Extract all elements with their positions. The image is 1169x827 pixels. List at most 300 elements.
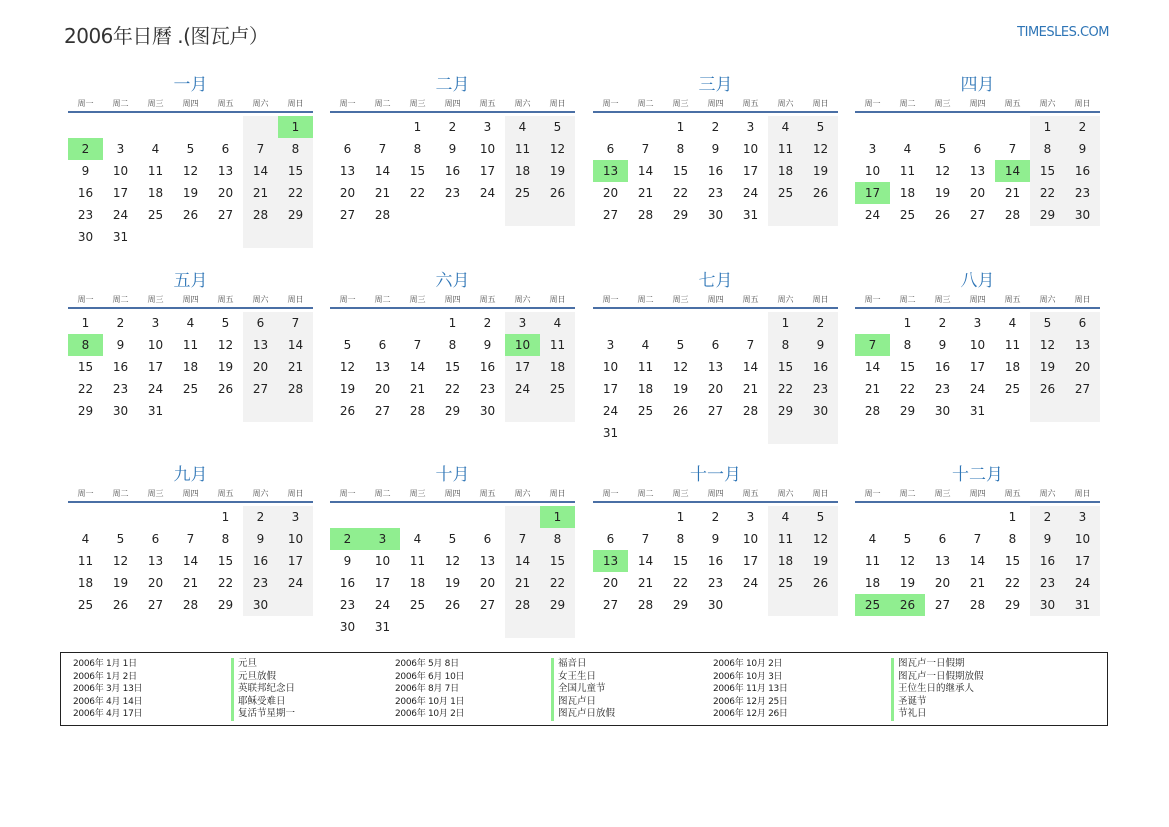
day-cell[interactable]: 10 <box>602 360 619 374</box>
day-cell[interactable]: 20 <box>602 576 619 590</box>
day-cell[interactable]: 30 <box>339 620 356 634</box>
day-cell[interactable]: 25 <box>540 378 575 400</box>
holiday-day-cell[interactable]: 2 <box>330 528 365 550</box>
day-cell[interactable]: 8 <box>676 532 685 546</box>
day-cell[interactable]: 12 <box>803 528 838 550</box>
day-cell[interactable]: 5 <box>903 532 912 546</box>
day-cell[interactable]: 8 <box>540 528 575 550</box>
day-cell[interactable]: 9 <box>1065 138 1100 160</box>
day-cell[interactable]: 17 <box>278 550 313 572</box>
day-cell[interactable]: 27 <box>217 208 234 222</box>
day-cell[interactable]: 10 <box>864 164 881 178</box>
day-cell[interactable]: 17 <box>602 382 619 396</box>
day-cell[interactable]: 25 <box>1004 382 1021 396</box>
day-cell[interactable]: 18 <box>540 356 575 378</box>
day-cell[interactable]: 29 <box>1030 204 1065 226</box>
day-cell[interactable]: 22 <box>217 576 234 590</box>
day-cell[interactable]: 12 <box>934 164 951 178</box>
day-cell[interactable]: 20 <box>934 576 951 590</box>
day-cell[interactable]: 31 <box>1065 594 1100 616</box>
day-cell[interactable]: 12 <box>182 164 199 178</box>
day-cell[interactable]: 16 <box>707 164 724 178</box>
day-cell[interactable]: 2 <box>938 316 947 330</box>
day-cell[interactable]: 21 <box>278 356 313 378</box>
day-cell[interactable]: 28 <box>278 378 313 400</box>
day-cell[interactable]: 1 <box>768 312 803 334</box>
day-cell[interactable]: 15 <box>1004 554 1021 568</box>
day-cell[interactable]: 17 <box>479 164 496 178</box>
day-cell[interactable]: 6 <box>606 142 615 156</box>
day-cell[interactable]: 17 <box>112 186 129 200</box>
day-cell[interactable]: 21 <box>1004 186 1021 200</box>
day-cell[interactable]: 24 <box>864 208 881 222</box>
day-cell[interactable]: 18 <box>637 382 654 396</box>
day-cell[interactable]: 2 <box>243 506 278 528</box>
day-cell[interactable]: 28 <box>182 598 199 612</box>
day-cell[interactable]: 6 <box>483 532 492 546</box>
holiday-day-cell[interactable]: 26 <box>890 594 925 616</box>
day-cell[interactable]: 8 <box>221 532 230 546</box>
day-cell[interactable]: 20 <box>339 186 356 200</box>
day-cell[interactable]: 10 <box>112 164 129 178</box>
day-cell[interactable]: 1 <box>221 510 230 524</box>
day-cell[interactable]: 22 <box>899 382 916 396</box>
day-cell[interactable]: 10 <box>969 338 986 352</box>
day-cell[interactable]: 6 <box>606 532 615 546</box>
day-cell[interactable]: 12 <box>339 360 356 374</box>
day-cell[interactable]: 25 <box>182 382 199 396</box>
day-cell[interactable]: 29 <box>444 404 461 418</box>
day-cell[interactable]: 14 <box>969 554 986 568</box>
day-cell[interactable]: 22 <box>444 382 461 396</box>
day-cell[interactable]: 19 <box>672 382 689 396</box>
day-cell[interactable]: 11 <box>768 138 803 160</box>
day-cell[interactable]: 26 <box>1030 378 1065 400</box>
day-cell[interactable]: 4 <box>505 116 540 138</box>
day-cell[interactable]: 3 <box>151 316 160 330</box>
day-cell[interactable]: 2 <box>483 316 492 330</box>
day-cell[interactable]: 5 <box>1030 312 1065 334</box>
day-cell[interactable]: 5 <box>676 338 685 352</box>
day-cell[interactable]: 13 <box>934 554 951 568</box>
day-cell[interactable]: 28 <box>864 404 881 418</box>
day-cell[interactable]: 28 <box>374 208 391 222</box>
day-cell[interactable]: 24 <box>479 186 496 200</box>
day-cell[interactable]: 25 <box>768 572 803 594</box>
day-cell[interactable]: 20 <box>602 186 619 200</box>
day-cell[interactable]: 13 <box>147 554 164 568</box>
day-cell[interactable]: 21 <box>374 186 391 200</box>
day-cell[interactable]: 11 <box>540 334 575 356</box>
day-cell[interactable]: 26 <box>934 208 951 222</box>
day-cell[interactable]: 1 <box>1008 510 1017 524</box>
day-cell[interactable]: 25 <box>147 208 164 222</box>
day-cell[interactable]: 15 <box>217 554 234 568</box>
day-cell[interactable]: 30 <box>77 230 94 244</box>
day-cell[interactable]: 31 <box>147 404 164 418</box>
day-cell[interactable]: 7 <box>278 312 313 334</box>
day-cell[interactable]: 9 <box>343 554 352 568</box>
day-cell[interactable]: 7 <box>973 532 982 546</box>
day-cell[interactable]: 3 <box>505 312 540 334</box>
day-cell[interactable]: 24 <box>742 186 759 200</box>
day-cell[interactable]: 2 <box>1030 506 1065 528</box>
day-cell[interactable]: 26 <box>112 598 129 612</box>
day-cell[interactable]: 4 <box>186 316 195 330</box>
holiday-day-cell[interactable]: 1 <box>540 506 575 528</box>
day-cell[interactable]: 25 <box>637 404 654 418</box>
day-cell[interactable]: 23 <box>707 576 724 590</box>
day-cell[interactable]: 5 <box>116 532 125 546</box>
day-cell[interactable]: 22 <box>540 572 575 594</box>
day-cell[interactable]: 6 <box>711 338 720 352</box>
day-cell[interactable]: 30 <box>243 594 278 616</box>
day-cell[interactable]: 22 <box>672 576 689 590</box>
day-cell[interactable]: 29 <box>672 598 689 612</box>
day-cell[interactable]: 15 <box>1030 160 1065 182</box>
day-cell[interactable]: 30 <box>1065 204 1100 226</box>
holiday-day-cell[interactable]: 8 <box>68 334 103 356</box>
day-cell[interactable]: 16 <box>1030 550 1065 572</box>
day-cell[interactable]: 31 <box>742 208 759 222</box>
holiday-day-cell[interactable]: 1 <box>278 116 313 138</box>
day-cell[interactable]: 21 <box>637 186 654 200</box>
holiday-day-cell[interactable]: 2 <box>68 138 103 160</box>
day-cell[interactable]: 15 <box>540 550 575 572</box>
day-cell[interactable]: 24 <box>602 404 619 418</box>
holiday-day-cell[interactable]: 7 <box>855 334 890 356</box>
day-cell[interactable]: 9 <box>116 338 125 352</box>
day-cell[interactable]: 27 <box>374 404 391 418</box>
day-cell[interactable]: 23 <box>1030 572 1065 594</box>
day-cell[interactable]: 2 <box>803 312 838 334</box>
day-cell[interactable]: 18 <box>182 360 199 374</box>
day-cell[interactable]: 23 <box>1065 182 1100 204</box>
day-cell[interactable]: 24 <box>147 382 164 396</box>
day-cell[interactable]: 25 <box>899 208 916 222</box>
day-cell[interactable]: 7 <box>746 338 755 352</box>
day-cell[interactable]: 5 <box>186 142 195 156</box>
day-cell[interactable]: 8 <box>413 142 422 156</box>
day-cell[interactable]: 10 <box>742 142 759 156</box>
day-cell[interactable]: 30 <box>112 404 129 418</box>
day-cell[interactable]: 6 <box>973 142 982 156</box>
day-cell[interactable]: 9 <box>1030 528 1065 550</box>
day-cell[interactable]: 11 <box>637 360 654 374</box>
day-cell[interactable]: 21 <box>864 382 881 396</box>
day-cell[interactable]: 24 <box>374 598 391 612</box>
day-cell[interactable]: 3 <box>1065 506 1100 528</box>
day-cell[interactable]: 9 <box>243 528 278 550</box>
day-cell[interactable]: 12 <box>899 554 916 568</box>
day-cell[interactable]: 19 <box>934 186 951 200</box>
day-cell[interactable]: 15 <box>444 360 461 374</box>
day-cell[interactable]: 3 <box>746 510 755 524</box>
day-cell[interactable]: 28 <box>505 594 540 616</box>
day-cell[interactable]: 4 <box>641 338 650 352</box>
day-cell[interactable]: 16 <box>707 554 724 568</box>
day-cell[interactable]: 24 <box>742 576 759 590</box>
day-cell[interactable]: 15 <box>768 356 803 378</box>
day-cell[interactable]: 30 <box>1030 594 1065 616</box>
day-cell[interactable]: 30 <box>707 208 724 222</box>
day-cell[interactable]: 20 <box>243 356 278 378</box>
day-cell[interactable]: 1 <box>413 120 422 134</box>
day-cell[interactable]: 27 <box>243 378 278 400</box>
day-cell[interactable]: 13 <box>339 164 356 178</box>
day-cell[interactable]: 10 <box>147 338 164 352</box>
day-cell[interactable]: 2 <box>711 510 720 524</box>
day-cell[interactable]: 16 <box>77 186 94 200</box>
day-cell[interactable]: 19 <box>339 382 356 396</box>
day-cell[interactable]: 11 <box>1004 338 1021 352</box>
day-cell[interactable]: 26 <box>217 382 234 396</box>
day-cell[interactable]: 24 <box>969 382 986 396</box>
day-cell[interactable]: 21 <box>243 182 278 204</box>
day-cell[interactable]: 6 <box>1065 312 1100 334</box>
day-cell[interactable]: 19 <box>803 160 838 182</box>
day-cell[interactable]: 22 <box>1004 576 1021 590</box>
day-cell[interactable]: 26 <box>182 208 199 222</box>
day-cell[interactable]: 14 <box>374 164 391 178</box>
day-cell[interactable]: 20 <box>707 382 724 396</box>
day-cell[interactable]: 7 <box>243 138 278 160</box>
day-cell[interactable]: 11 <box>505 138 540 160</box>
day-cell[interactable]: 14 <box>864 360 881 374</box>
day-cell[interactable]: 2 <box>116 316 125 330</box>
day-cell[interactable]: 28 <box>637 208 654 222</box>
day-cell[interactable]: 23 <box>243 572 278 594</box>
day-cell[interactable]: 3 <box>278 506 313 528</box>
day-cell[interactable]: 14 <box>637 554 654 568</box>
day-cell[interactable]: 27 <box>602 208 619 222</box>
day-cell[interactable]: 8 <box>903 338 912 352</box>
day-cell[interactable]: 31 <box>602 426 619 440</box>
day-cell[interactable]: 31 <box>969 404 986 418</box>
site-link[interactable]: TIMESLES.COM <box>1017 25 1109 40</box>
day-cell[interactable]: 29 <box>278 204 313 226</box>
day-cell[interactable]: 23 <box>77 208 94 222</box>
day-cell[interactable]: 19 <box>899 576 916 590</box>
day-cell[interactable]: 27 <box>969 208 986 222</box>
day-cell[interactable]: 11 <box>147 164 164 178</box>
holiday-day-cell[interactable]: 10 <box>505 334 540 356</box>
day-cell[interactable]: 20 <box>217 186 234 200</box>
day-cell[interactable]: 6 <box>938 532 947 546</box>
day-cell[interactable]: 5 <box>448 532 457 546</box>
day-cell[interactable]: 8 <box>448 338 457 352</box>
day-cell[interactable]: 24 <box>505 378 540 400</box>
day-cell[interactable]: 18 <box>77 576 94 590</box>
day-cell[interactable]: 9 <box>711 142 720 156</box>
day-cell[interactable]: 11 <box>77 554 94 568</box>
holiday-day-cell[interactable]: 25 <box>855 594 890 616</box>
day-cell[interactable]: 29 <box>672 208 689 222</box>
day-cell[interactable]: 15 <box>899 360 916 374</box>
day-cell[interactable]: 4 <box>81 532 90 546</box>
day-cell[interactable]: 14 <box>243 160 278 182</box>
day-cell[interactable]: 22 <box>409 186 426 200</box>
day-cell[interactable]: 6 <box>151 532 160 546</box>
day-cell[interactable]: 16 <box>1065 160 1100 182</box>
day-cell[interactable]: 13 <box>1065 334 1100 356</box>
day-cell[interactable]: 16 <box>934 360 951 374</box>
day-cell[interactable]: 12 <box>803 138 838 160</box>
day-cell[interactable]: 18 <box>147 186 164 200</box>
day-cell[interactable]: 24 <box>1065 572 1100 594</box>
day-cell[interactable]: 27 <box>602 598 619 612</box>
day-cell[interactable]: 25 <box>77 598 94 612</box>
holiday-day-cell[interactable]: 13 <box>593 160 628 182</box>
day-cell[interactable]: 10 <box>1065 528 1100 550</box>
day-cell[interactable]: 1 <box>676 120 685 134</box>
day-cell[interactable]: 22 <box>278 182 313 204</box>
day-cell[interactable]: 4 <box>768 116 803 138</box>
day-cell[interactable]: 28 <box>243 204 278 226</box>
day-cell[interactable]: 11 <box>864 554 881 568</box>
day-cell[interactable]: 7 <box>1008 142 1017 156</box>
day-cell[interactable]: 7 <box>186 532 195 546</box>
day-cell[interactable]: 1 <box>903 316 912 330</box>
day-cell[interactable]: 11 <box>182 338 199 352</box>
day-cell[interactable]: 16 <box>803 356 838 378</box>
day-cell[interactable]: 16 <box>479 360 496 374</box>
day-cell[interactable]: 5 <box>540 116 575 138</box>
day-cell[interactable]: 4 <box>768 506 803 528</box>
day-cell[interactable]: 2 <box>1065 116 1100 138</box>
day-cell[interactable]: 12 <box>444 554 461 568</box>
day-cell[interactable]: 3 <box>116 142 125 156</box>
day-cell[interactable]: 12 <box>112 554 129 568</box>
day-cell[interactable]: 17 <box>374 576 391 590</box>
day-cell[interactable]: 27 <box>934 598 951 612</box>
day-cell[interactable]: 28 <box>409 404 426 418</box>
day-cell[interactable]: 25 <box>505 182 540 204</box>
day-cell[interactable]: 17 <box>742 554 759 568</box>
day-cell[interactable]: 18 <box>1004 360 1021 374</box>
day-cell[interactable]: 20 <box>1065 356 1100 378</box>
day-cell[interactable]: 12 <box>217 338 234 352</box>
day-cell[interactable]: 3 <box>606 338 615 352</box>
day-cell[interactable]: 30 <box>707 598 724 612</box>
day-cell[interactable]: 10 <box>374 554 391 568</box>
day-cell[interactable]: 30 <box>934 404 951 418</box>
day-cell[interactable]: 9 <box>938 338 947 352</box>
day-cell[interactable]: 4 <box>151 142 160 156</box>
day-cell[interactable]: 31 <box>112 230 129 244</box>
day-cell[interactable]: 14 <box>505 550 540 572</box>
day-cell[interactable]: 7 <box>505 528 540 550</box>
day-cell[interactable]: 18 <box>768 160 803 182</box>
day-cell[interactable]: 13 <box>479 554 496 568</box>
day-cell[interactable]: 23 <box>339 598 356 612</box>
day-cell[interactable]: 30 <box>479 404 496 418</box>
day-cell[interactable]: 9 <box>483 338 492 352</box>
day-cell[interactable]: 8 <box>278 138 313 160</box>
day-cell[interactable]: 26 <box>339 404 356 418</box>
holiday-day-cell[interactable]: 14 <box>995 160 1030 182</box>
day-cell[interactable]: 12 <box>1030 334 1065 356</box>
day-cell[interactable]: 16 <box>243 550 278 572</box>
day-cell[interactable]: 4 <box>1008 316 1017 330</box>
day-cell[interactable]: 23 <box>707 186 724 200</box>
day-cell[interactable]: 23 <box>444 186 461 200</box>
day-cell[interactable]: 28 <box>969 598 986 612</box>
day-cell[interactable]: 11 <box>899 164 916 178</box>
day-cell[interactable]: 29 <box>768 400 803 422</box>
day-cell[interactable]: 25 <box>768 182 803 204</box>
day-cell[interactable]: 17 <box>742 164 759 178</box>
day-cell[interactable]: 8 <box>1008 532 1017 546</box>
day-cell[interactable]: 17 <box>969 360 986 374</box>
day-cell[interactable]: 26 <box>803 572 838 594</box>
day-cell[interactable]: 27 <box>339 208 356 222</box>
day-cell[interactable]: 8 <box>1030 138 1065 160</box>
day-cell[interactable]: 12 <box>672 360 689 374</box>
day-cell[interactable]: 26 <box>540 182 575 204</box>
day-cell[interactable]: 28 <box>742 404 759 418</box>
day-cell[interactable]: 7 <box>641 532 650 546</box>
day-cell[interactable]: 26 <box>672 404 689 418</box>
day-cell[interactable]: 1 <box>448 316 457 330</box>
day-cell[interactable]: 5 <box>803 506 838 528</box>
day-cell[interactable]: 5 <box>343 338 352 352</box>
day-cell[interactable]: 29 <box>540 594 575 616</box>
day-cell[interactable]: 17 <box>147 360 164 374</box>
day-cell[interactable]: 19 <box>444 576 461 590</box>
day-cell[interactable]: 25 <box>409 598 426 612</box>
day-cell[interactable]: 13 <box>969 164 986 178</box>
day-cell[interactable]: 23 <box>479 382 496 396</box>
day-cell[interactable]: 3 <box>973 316 982 330</box>
day-cell[interactable]: 28 <box>1004 208 1021 222</box>
day-cell[interactable]: 8 <box>768 334 803 356</box>
day-cell[interactable]: 6 <box>221 142 230 156</box>
day-cell[interactable]: 13 <box>243 334 278 356</box>
day-cell[interactable]: 29 <box>1004 598 1021 612</box>
day-cell[interactable]: 7 <box>413 338 422 352</box>
day-cell[interactable]: 16 <box>339 576 356 590</box>
day-cell[interactable]: 13 <box>707 360 724 374</box>
day-cell[interactable]: 19 <box>217 360 234 374</box>
day-cell[interactable]: 14 <box>742 360 759 374</box>
holiday-day-cell[interactable]: 3 <box>365 528 400 550</box>
day-cell[interactable]: 14 <box>637 164 654 178</box>
day-cell[interactable]: 14 <box>182 554 199 568</box>
day-cell[interactable]: 17 <box>505 356 540 378</box>
day-cell[interactable]: 9 <box>448 142 457 156</box>
day-cell[interactable]: 19 <box>112 576 129 590</box>
day-cell[interactable]: 21 <box>505 572 540 594</box>
day-cell[interactable]: 13 <box>217 164 234 178</box>
day-cell[interactable]: 11 <box>409 554 426 568</box>
day-cell[interactable]: 16 <box>444 164 461 178</box>
day-cell[interactable]: 22 <box>672 186 689 200</box>
day-cell[interactable]: 29 <box>77 404 94 418</box>
day-cell[interactable]: 4 <box>413 532 422 546</box>
day-cell[interactable]: 27 <box>707 404 724 418</box>
day-cell[interactable]: 10 <box>742 532 759 546</box>
day-cell[interactable]: 11 <box>768 528 803 550</box>
day-cell[interactable]: 10 <box>278 528 313 550</box>
day-cell[interactable]: 19 <box>540 160 575 182</box>
day-cell[interactable]: 14 <box>409 360 426 374</box>
day-cell[interactable]: 28 <box>637 598 654 612</box>
day-cell[interactable]: 13 <box>374 360 391 374</box>
day-cell[interactable]: 21 <box>637 576 654 590</box>
day-cell[interactable]: 6 <box>378 338 387 352</box>
day-cell[interactable]: 20 <box>147 576 164 590</box>
